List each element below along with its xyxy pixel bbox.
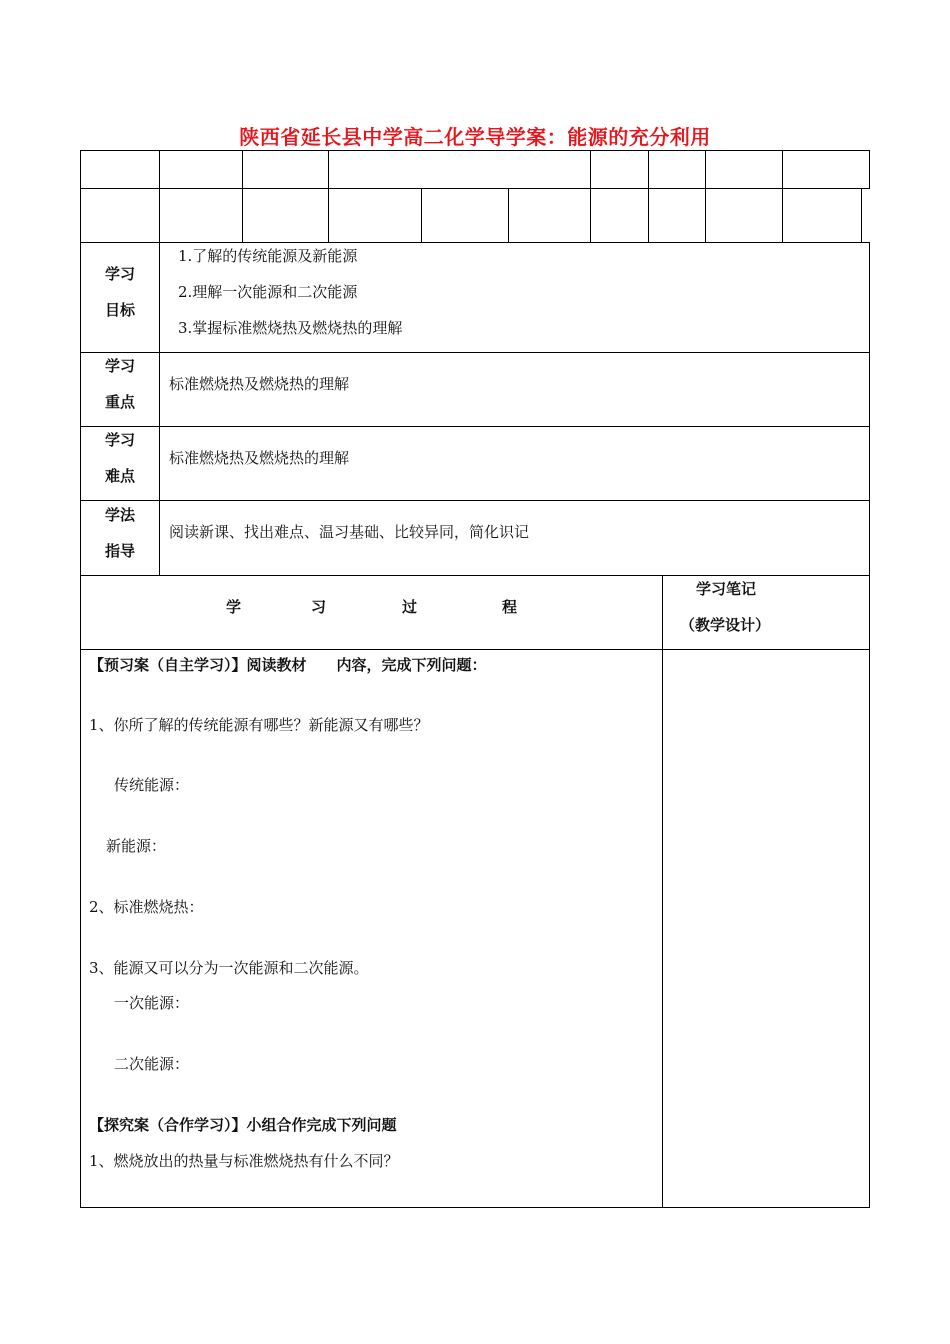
process-header-char: 过 [402, 598, 418, 616]
row-label: 学习 [104, 431, 135, 449]
notes-header: 学习笔记 [696, 580, 757, 598]
objective-line: 3.掌握标准燃烧热及燃烧热的理解 [178, 319, 403, 337]
primary-energy-label: 一次能源： [114, 994, 190, 1012]
explore-question-1: 1、燃烧放出的热量与标准燃烧热有什么不同？ [89, 1152, 399, 1170]
notes-subheader: （教学设计） [680, 616, 771, 634]
row-label: 学习 [104, 357, 135, 375]
question-3: 3、能源又可以分为一次能源和二次能源。 [89, 959, 369, 977]
objective-line: 2.理解一次能源和二次能源 [178, 283, 358, 301]
key-point-text: 标准燃烧热及燃烧热的理解 [169, 375, 350, 393]
objective-line: 1.了解的传统能源及新能源 [178, 247, 358, 265]
row-label: 目标 [104, 301, 135, 319]
row-label: 重点 [104, 393, 135, 411]
process-header-char: 程 [502, 598, 518, 616]
row-label: 指导 [104, 542, 135, 560]
secondary-energy-label: 二次能源： [114, 1055, 190, 1073]
process-header-char: 习 [311, 598, 327, 616]
document-title: 陕西省延长县中学高二化学导学案：能源的充分利用 [239, 125, 711, 149]
row-label: 学法 [104, 506, 135, 524]
method-text: 阅读新课、找出难点、温习基础、比较异同，简化识记 [169, 523, 530, 541]
explore-heading: 【探究案（合作学习）】小组合作完成下列问题 [89, 1116, 397, 1134]
traditional-energy-label: 传统能源： [114, 776, 190, 794]
difficulty-text: 标准燃烧热及燃烧热的理解 [169, 449, 350, 467]
preview-heading: 【预习案（自主学习）】阅读教材 内容，完成下列问题： [89, 656, 487, 674]
question-1: 1、你所了解的传统能源有哪些？新能源又有哪些？ [89, 716, 429, 734]
row-label: 学习 [104, 265, 135, 283]
new-energy-label: 新能源： [106, 837, 167, 855]
process-header-char: 学 [226, 598, 242, 616]
question-2: 2、标准燃烧热： [89, 898, 204, 916]
row-label: 难点 [104, 467, 135, 485]
